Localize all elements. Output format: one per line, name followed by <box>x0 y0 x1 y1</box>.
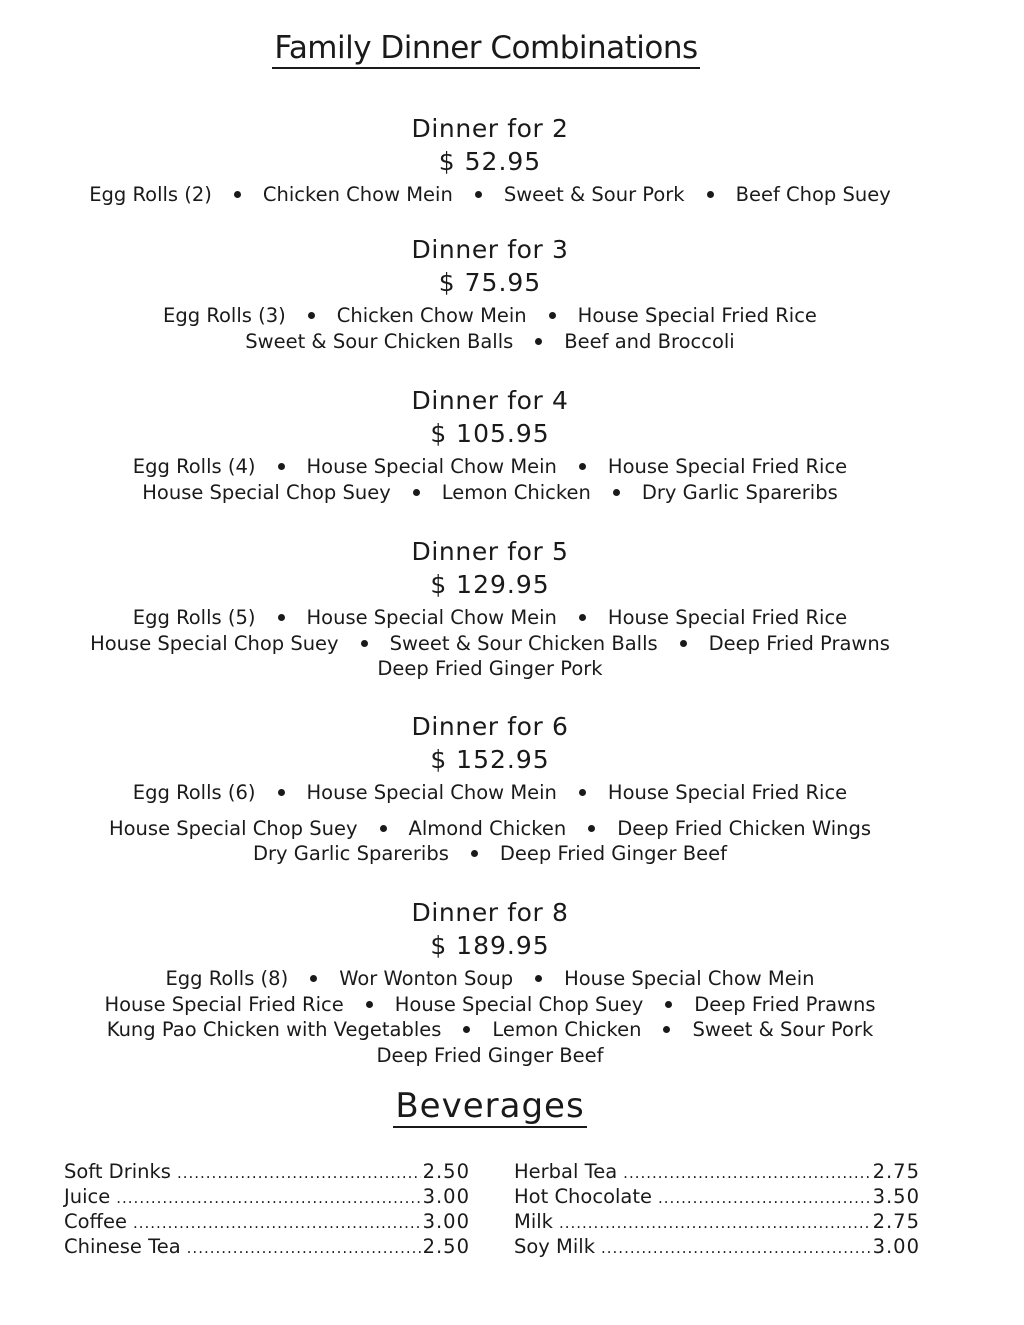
menu-item: Egg Rolls (2) <box>89 183 212 206</box>
beverage-name: Soy Milk <box>514 1235 595 1258</box>
beverage-row <box>514 1235 920 1260</box>
menu-item: Chicken Chow Mein <box>336 304 527 327</box>
bullet-icon <box>579 614 586 621</box>
bullet-icon <box>471 850 478 857</box>
menu-item: Egg Rolls (5) <box>132 606 256 629</box>
beverage-price: 3.00 <box>422 1210 470 1233</box>
menu-item: Deep Fried Ginger Beef <box>376 1043 604 1067</box>
bullet-icon <box>579 463 586 470</box>
dinner-for-6 <box>0 710 980 867</box>
menu-item: House Special Chop Suey <box>394 992 644 1016</box>
item-line <box>0 656 980 682</box>
dot-leader <box>658 1189 871 1207</box>
dinner-for-3 <box>0 233 980 354</box>
menu-item: House Special Chow Mein <box>306 781 557 804</box>
menu-item: Deep Fried Ginger Beef <box>499 842 727 865</box>
menu-item: Deep Fried Ginger Pork <box>377 657 603 680</box>
bullet-icon <box>579 789 586 796</box>
bullet-icon <box>234 191 241 198</box>
menu-item: House Special Chow Mein <box>306 455 557 478</box>
menu-item: Egg Rolls (3) <box>163 304 286 327</box>
dot-leader <box>559 1214 871 1232</box>
menu-item: Dry Garlic Spareribs <box>641 480 838 504</box>
dinner-title: Dinner for 3 <box>411 235 569 264</box>
menu-item: Egg Rolls (8) <box>165 967 289 990</box>
menu-item: House Special Chop Suey <box>108 816 358 840</box>
dinner-items <box>0 454 980 505</box>
bullet-icon <box>665 1001 672 1008</box>
dinner-for-4 <box>0 384 980 505</box>
beverage-price: 2.50 <box>422 1160 470 1183</box>
dinner-price: $ 75.95 <box>438 268 542 297</box>
beverages-right-column <box>514 1160 920 1260</box>
dinner-price: $ 105.95 <box>430 419 550 448</box>
menu-item: Beef Chop Suey <box>735 183 891 206</box>
item-line <box>0 605 980 631</box>
menu-item: Chicken Chow Mein <box>262 183 453 206</box>
dinner-price: $ 129.95 <box>430 570 550 599</box>
menu-item: Dry Garlic Spareribs <box>253 842 449 865</box>
beverage-row <box>514 1210 920 1235</box>
item-line <box>0 780 980 806</box>
dinner-items <box>0 605 980 682</box>
bullet-icon <box>463 1026 470 1033</box>
beverage-row <box>514 1185 920 1210</box>
page-title-text: Family Dinner Combinations <box>272 30 699 69</box>
dinner-price: $ 152.95 <box>430 745 550 774</box>
menu-item: Lemon Chicken <box>441 480 591 504</box>
bullet-icon <box>707 191 714 198</box>
dot-leader <box>623 1164 870 1182</box>
bullet-icon <box>588 825 595 832</box>
beverage-row <box>64 1210 470 1235</box>
dinner-items <box>0 780 980 867</box>
item-line <box>0 454 980 480</box>
bullet-icon <box>535 975 542 982</box>
menu-item: House Special Fried Rice <box>104 992 344 1016</box>
menu-item: House Special Chow Mein <box>306 606 557 629</box>
bullet-icon <box>361 640 368 647</box>
beverage-price: 2.75 <box>872 1210 920 1233</box>
dot-leader <box>177 1164 421 1182</box>
beverage-price: 3.00 <box>872 1235 920 1258</box>
beverage-name: Coffee <box>64 1210 127 1233</box>
beverage-name: Hot Chocolate <box>514 1185 653 1208</box>
item-line <box>0 992 980 1018</box>
beverage-row <box>64 1160 470 1185</box>
menu-item: House Special Fried Rice <box>607 781 848 804</box>
dot-leader <box>601 1239 871 1257</box>
menu-item: Deep Fried Prawns <box>694 992 876 1016</box>
menu-item: House Special Fried Rice <box>607 606 848 629</box>
menu-item: House Special Fried Rice <box>607 455 848 478</box>
bullet-icon <box>613 489 620 496</box>
bullet-icon <box>308 312 315 319</box>
bullet-icon <box>549 312 556 319</box>
item-line <box>0 966 980 992</box>
dinner-for-8 <box>0 896 980 1068</box>
menu-item: House Special Chop Suey <box>142 480 391 504</box>
dinner-title: Dinner for 6 <box>411 712 569 741</box>
menu-item: Sweet & Sour Pork <box>503 183 685 206</box>
bullet-icon <box>535 338 542 345</box>
menu-item: Sweet & Sour Chicken Balls <box>245 329 514 353</box>
menu-item: Egg Rolls (4) <box>132 455 256 478</box>
dinner-title: Dinner for 4 <box>411 386 569 415</box>
bullet-icon <box>380 825 387 832</box>
dinner-title: Dinner for 2 <box>411 114 569 143</box>
dinner-title: Dinner for 5 <box>411 537 569 566</box>
beverage-price: 3.00 <box>422 1185 470 1208</box>
bullet-icon <box>278 789 285 796</box>
menu-item: Kung Pao Chicken with Vegetables <box>106 1018 442 1041</box>
beverage-price: 2.75 <box>872 1160 920 1183</box>
dinner-items <box>0 182 980 208</box>
menu-item: Wor Wonton Soup <box>339 967 514 990</box>
dinner-items <box>0 966 980 1068</box>
beverages-title <box>0 1086 980 1126</box>
item-line <box>0 631 980 657</box>
dinner-for-2 <box>0 112 980 208</box>
menu-item: Almond Chicken <box>408 816 567 840</box>
beverage-name: Chinese Tea <box>64 1235 181 1258</box>
beverage-name: Juice <box>64 1185 111 1208</box>
menu-item: House Special Chop Suey <box>90 631 339 655</box>
bullet-icon <box>680 640 687 647</box>
dinner-items <box>0 303 980 354</box>
dinner-for-5 <box>0 535 980 682</box>
menu-item: Sweet & Sour Pork <box>692 1018 874 1041</box>
menu-item: Egg Rolls (6) <box>132 781 256 804</box>
beverages-title-text: Beverages <box>395 1086 585 1126</box>
menu-item: House Special Chow Mein <box>564 967 815 990</box>
menu-item: Beef and Broccoli <box>564 329 735 353</box>
item-line <box>0 329 980 355</box>
dot-leader <box>187 1239 421 1257</box>
item-line <box>0 1017 980 1043</box>
menu-item: House Special Fried Rice <box>577 304 817 327</box>
beverage-name: Soft Drinks <box>64 1160 171 1183</box>
beverage-row <box>64 1235 470 1260</box>
beverage-name: Milk <box>514 1210 553 1233</box>
beverage-row <box>64 1185 470 1210</box>
bullet-icon <box>310 975 317 982</box>
menu-item: Sweet & Sour Chicken Balls <box>389 631 658 655</box>
item-line <box>0 182 980 208</box>
item-line <box>0 1043 980 1069</box>
item-line <box>0 480 980 506</box>
item-line <box>0 816 980 842</box>
dinner-price: $ 189.95 <box>430 931 550 960</box>
dinner-title: Dinner for 8 <box>411 898 569 927</box>
beverage-price: 2.50 <box>422 1235 470 1258</box>
item-line <box>0 841 980 867</box>
beverage-price: 3.50 <box>872 1185 920 1208</box>
menu-item: Lemon Chicken <box>492 1018 642 1041</box>
bullet-icon <box>278 614 285 621</box>
menu-item: Deep Fried Chicken Wings <box>617 816 872 840</box>
item-line <box>0 303 980 329</box>
bullet-icon <box>366 1001 373 1008</box>
bullet-icon <box>413 489 420 496</box>
dinner-price: $ 52.95 <box>438 147 542 176</box>
bullet-icon <box>663 1026 670 1033</box>
bullet-icon <box>475 191 482 198</box>
dot-leader <box>116 1189 420 1207</box>
beverages-left-column <box>64 1160 470 1260</box>
menu-item: Deep Fried Prawns <box>708 631 890 655</box>
beverage-name: Herbal Tea <box>514 1160 618 1183</box>
beverage-row <box>514 1160 920 1185</box>
dot-leader <box>133 1214 421 1232</box>
page-title <box>0 30 972 66</box>
bullet-icon <box>278 463 285 470</box>
